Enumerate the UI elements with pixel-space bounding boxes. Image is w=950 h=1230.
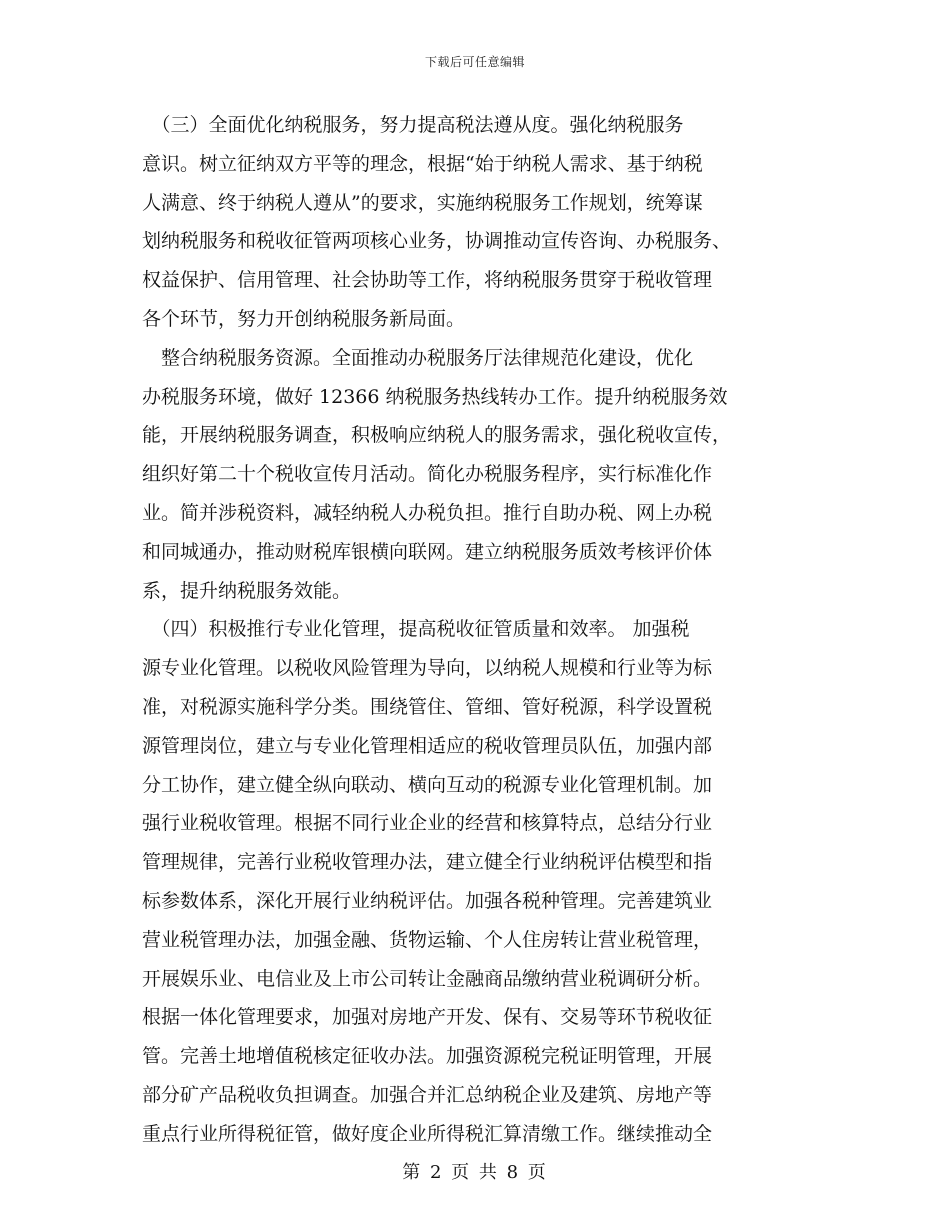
paragraph-service-resources <box>142 339 810 611</box>
text-line: （四）积极推行专业化管理，提高税收征管质量和效率。 加强税 <box>142 618 690 641</box>
text-line: 组织好第二十个税收宣传月活动。简化办税服务程序，实行标准化作 <box>142 463 713 486</box>
text-line: 强行业税收管理。根据不同行业企业的经营和核算特点，总结分行业 <box>142 812 713 835</box>
text-line: 划纳税服务和税收征管两项核心业务，协调推动宣传咨询、办税服务、 <box>142 230 732 253</box>
text-line: 系，提升纳税服务效能。 <box>142 579 352 602</box>
text-line: 准，对税源实施科学分类。围绕管住、管细、管好税源，科学设置税 <box>142 695 713 718</box>
document-body <box>142 106 810 1154</box>
paragraph-specialized-management <box>142 610 810 1153</box>
text-line: 分工协作，建立健全纵向联动、横向互动的税源专业化管理机制。加 <box>142 773 713 796</box>
text-line: 根据一体化管理要求，加强对房地产开发、保有、交易等环节税收征 <box>142 1006 713 1029</box>
text-line: 业。简并涉税资料，减轻纳税人办税负担。推行自助办税、网上办税 <box>142 501 713 524</box>
text-line: 源管理岗位，建立与专业化管理相适应的税收管理员队伍，加强内部 <box>142 734 713 757</box>
text-line: 办税服务环境，做好 12366 纳税服务热线转办工作。提升纳税服务效 <box>142 385 728 408</box>
paragraph-tax-service <box>142 106 810 339</box>
text-line: 整合纳税服务资源。全面推动办税服务厅法律规范化建设，优化 <box>142 346 694 369</box>
text-line: 能，开展纳税服务调查，积极响应纳税人的服务需求，强化税收宣传， <box>142 424 732 447</box>
text-line: 管。完善土地增值税核定征收办法。加强资源税完税证明管理，开展 <box>142 1045 713 1068</box>
text-line: 营业税管理办法，加强金融、货物运输、个人住房转让营业税管理， <box>142 928 713 951</box>
text-line: 各个环节，努力开创纳税服务新局面。 <box>142 307 466 330</box>
text-line: 标参数体系，深化开展行业纳税评估。加强各税种管理。完善建筑业 <box>142 889 713 912</box>
text-line: （三）全面优化纳税服务，努力提高税法遵从度。强化纳税服务 <box>142 114 684 136</box>
text-line: 开展娱乐业、电信业及上市公司转让金融商品缴纳营业税调研分析。 <box>142 967 713 990</box>
text-line: 源专业化管理。以税收风险管理为导向，以纳税人规模和行业等为标 <box>142 657 713 680</box>
text-line: 和同城通办，推动财税库银横向联网。建立纳税服务质效考核评价体 <box>142 540 713 563</box>
page-header: 下载后可任意编辑 <box>424 55 525 69</box>
text-line: 意识。树立征纳双方平等的理念，根据“始于纳税人需求、基于纳税 <box>142 152 703 175</box>
text-line: 管理规律，完善行业税收管理办法，建立健全行业纳税评估模型和指 <box>142 851 713 874</box>
text-line: 部分矿产品税收负担调查。加强合并汇总纳税企业及建筑、房地产等 <box>142 1083 713 1106</box>
text-line: 权益保护、信用管理、社会协助等工作，将纳税服务贯穿于税收管理 <box>142 269 713 292</box>
page-number-footer: 第 2 页 共 8 页 <box>402 1162 548 1183</box>
text-line: 重点行业所得税征管，做好度企业所得税汇算清缴工作。继续推动全 <box>142 1122 713 1145</box>
text-line: 人满意、终于纳税人遵从”的要求，实施纳税服务工作规划，统筹谋 <box>142 191 703 214</box>
